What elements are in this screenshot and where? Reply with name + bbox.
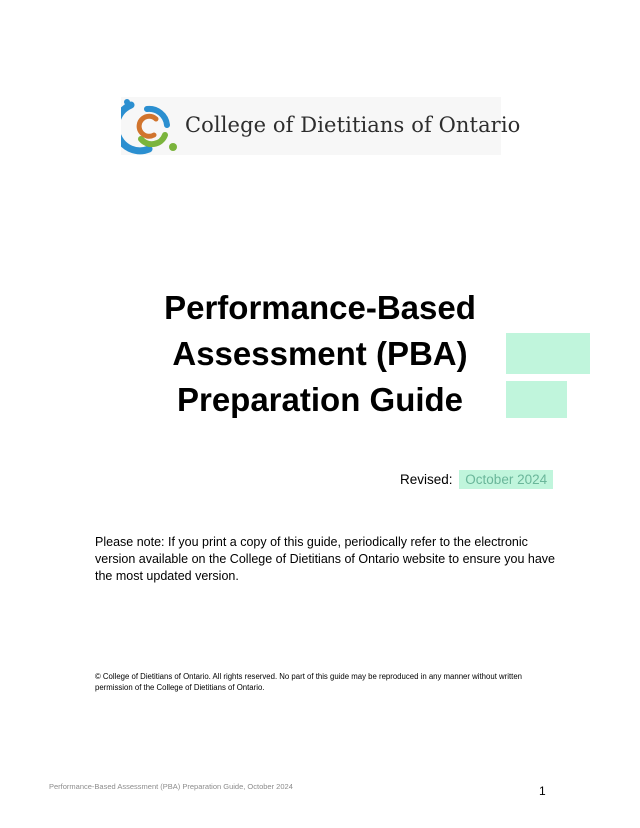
revised-line [400,470,553,489]
document-title [120,285,520,423]
print-note: Please note: If you print a copy of this guide, periodically refer to the electronic version available on the College of Dietitians of Ontario website to ensure you have the most updated version. [95,535,555,583]
page-footer: Performance-Based Assessment (PBA) Preparation Guide, October 2024 [49,782,293,791]
page-number: 1 [539,784,546,798]
organization-logo [121,97,521,155]
revised-label: Revised: [400,472,453,487]
title-line-3: Preparation Guide [176,381,464,418]
logo-org-name: College of Dietitians of Ontario [185,113,521,137]
highlight-block [506,381,567,418]
copyright-notice: © College of Dietitians of Ontario. All rights reserved. No part of this guide may be reproduced in any manner without written permission of the College of Dietitians of Ontario. [95,672,522,692]
logo-mark-icon [121,97,183,155]
title-line-2: Assessment (PBA) [172,335,468,372]
title-line-1: Performance-Based [164,289,476,326]
revised-date: October 2024 [459,470,553,489]
highlight-block [506,333,590,374]
